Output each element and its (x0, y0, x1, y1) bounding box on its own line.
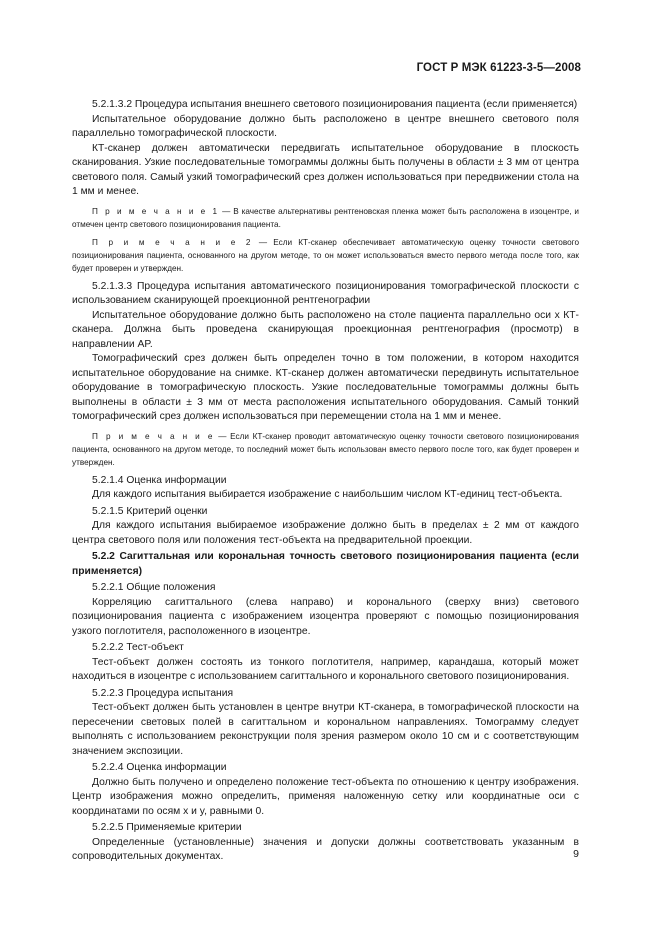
note-text: — Если КТ-сканер проводит автоматическую оценку точности светового позиционирования пациента, основанного на другом методе, то последний может быть использован вместо первого после того, как будет проверен и утвержден. (72, 431, 579, 467)
section-heading-5-2-1-3-3: 5.2.1.3.3 Процедура испытания автоматического позиционирования томографической плоскости с использованием сканирующей проекционной рентгенографии (72, 280, 579, 306)
note-1 (72, 205, 579, 231)
paragraph: Для каждого испытания выбирается изображение с наибольшим числом КТ-единиц тест-объекта. (92, 489, 563, 500)
paragraph: Испытательное оборудование должно быть расположено в центре внешнего светового поля параллельно томографической плоскости. (72, 113, 579, 139)
section-heading-5-2-2-4: 5.2.2.4 Оценка информации (92, 762, 227, 773)
paragraph: Тест-объект должен состоять из тонкого поглотителя, например, карандаша, который может находиться в изоцентре с использованием сагиттального и коронального светового позиционирования. (72, 656, 579, 682)
paragraph: Определенные (установленные) значения и допуски должны соответствовать указанным в сопроводительных документах. (72, 836, 579, 862)
page-number: 9 (573, 848, 579, 860)
section-heading-5-2-1-4: 5.2.1.4 Оценка информации (92, 474, 227, 486)
note-text: — Если КТ-сканер обеспечивает автоматическую оценку точности светового позиционирования пациента, основанного на другом методе, то он может использоваться вместо первого метода после того, как будет проверен и утвержден. (72, 237, 579, 273)
note-text: — В качестве альтернативы рентгеновская пленка может быть расположена в изоцентре, и отмечен центр светового позиционирования пациента. (72, 206, 579, 229)
section-heading-5-2-1-5: 5.2.1.5 Критерий оценки (92, 505, 208, 517)
note-label: П р и м е ч а н и е 2 (92, 237, 253, 247)
section-heading-5-2-2: 5.2.2 Сагиттальная или корональная точность светового позиционирования пациента (если применяется) (72, 551, 579, 577)
note-2 (72, 236, 579, 275)
note (72, 430, 579, 469)
note-label: П р и м е ч а н и е 1 (92, 206, 220, 216)
section-heading-5-2-1-3-2: 5.2.1.3.2 Процедура испытания внешнего светового позиционирования пациента (если применяется) (92, 99, 578, 110)
paragraph: Тест-объект должен быть установлен в центре внутри КТ-сканера, в томографической плоскости на пересечении световых полей в сагиттальном и корональном направлениях. Томограмму следует выполнять с использованием реконструкции поля зрения размером около 10 см и с соответствующим значением экспозиции. (72, 702, 579, 757)
section-heading-5-2-2-5: 5.2.2.5 Применяемые критерии (92, 822, 242, 833)
paragraph: Томографический срез должен быть определен точно в том положении, в котором находится испытательное оборудование на снимке. КТ-сканер должен автоматически передвинуть испытательное оборудование в томографическую плоскость. Узкие последовательные томограммы должны быть выполнены в области ± 3 мм от места расположения испытательного оборудования. Самый тонкий томографический срез должен использоваться при перемещении стола на 1 мм и менее. (72, 353, 579, 422)
section-heading-5-2-2-2: 5.2.2.2 Тест-объект (92, 642, 184, 653)
paragraph: Должно быть получено и определено положение тест-объекта по отношению к центру изображения. Центр изображения можно определить, применяя наложенную сетку или координатные оси с координатами по осям x и y, равными 0. (72, 776, 579, 817)
standard-designation: ГОСТ Р МЭК 61223-3-5—2008 (416, 62, 581, 74)
paragraph: Для каждого испытания выбираемое изображение должно быть в пределах ± 2 мм от каждого центра светового поля или положения тест-объекта на предварительной проекции. (72, 520, 579, 546)
note-label: П р и м е ч а н и е (92, 431, 215, 441)
document-body (72, 96, 579, 865)
paragraph: КТ-сканер должен автоматически передвигать испытательное оборудование в плоскость сканирования. Узкие последовательные томограммы должны быть получены в области ± 3 мм от центра светового поля. Самый узкий томографический срез должен использоваться при передвижении стола на 1 мм и менее. (72, 142, 579, 197)
paragraph: Корреляцию сагиттального (слева направо) и коронального (сверху вниз) светового позиционирования пациента с изображением изоцентра проверяют с помощью позиционирования узкого поглотителя, расположенного в изоцентре. (72, 596, 579, 637)
section-heading-5-2-2-3: 5.2.2.3 Процедура испытания (92, 687, 234, 699)
section-heading-5-2-2-1: 5.2.2.1 Общие положения (92, 582, 216, 593)
paragraph: Испытательное оборудование должно быть расположено на столе пациента параллельно оси x КТ-сканера. Должна быть проведена сканирующая проекционная рентгенография (просмотр) в направлении AP. (72, 309, 579, 350)
